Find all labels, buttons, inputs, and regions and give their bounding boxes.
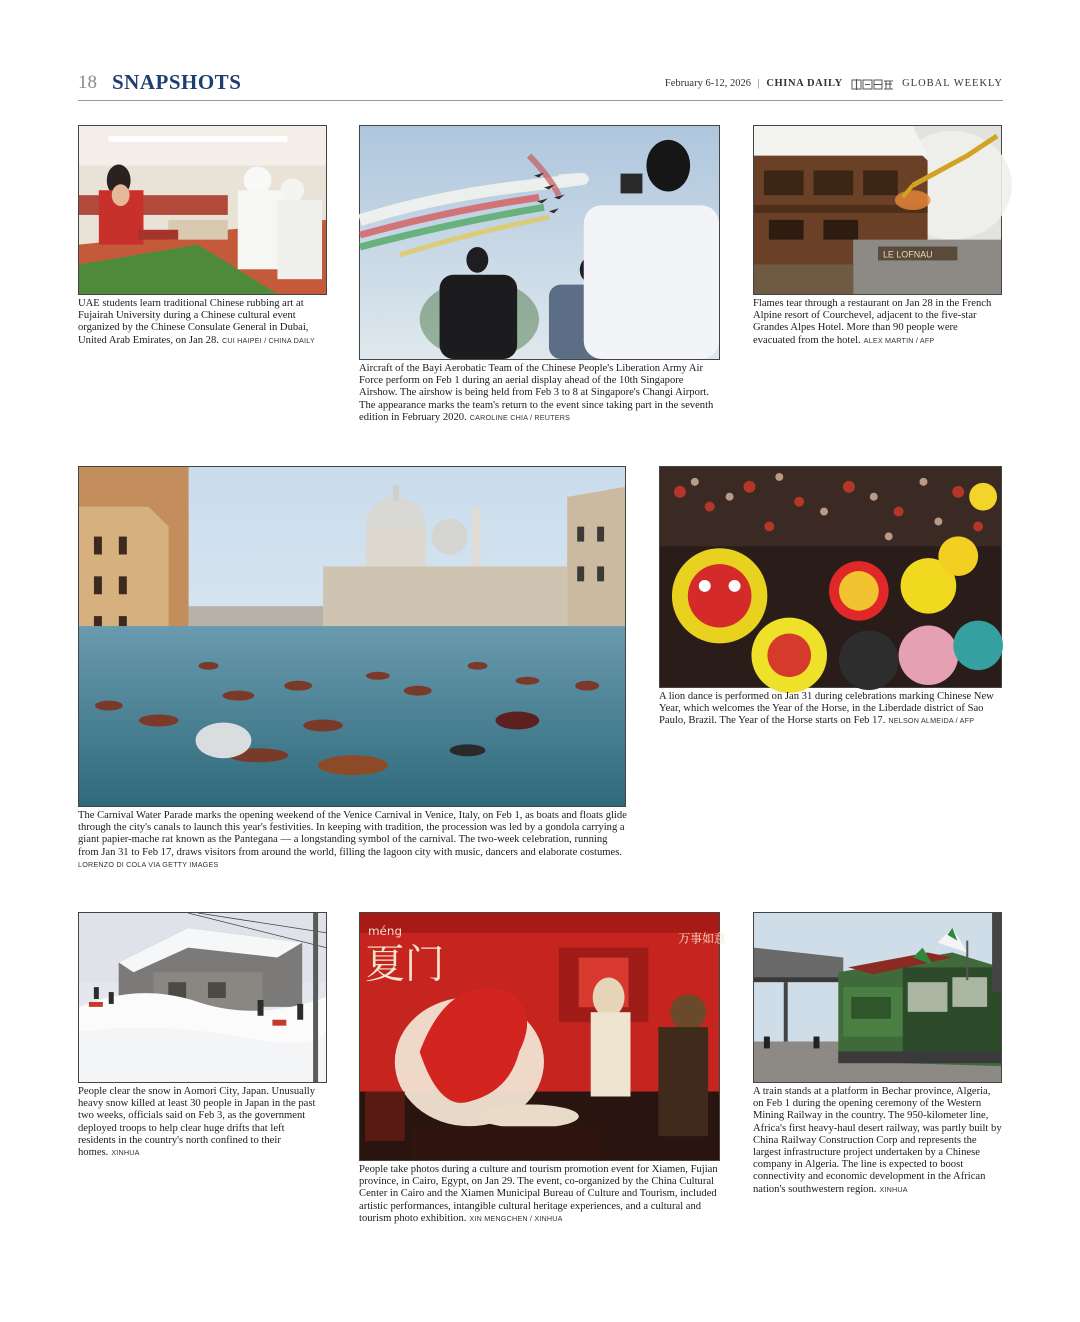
caption-xiamen-cairo [359,1164,721,1225]
photo-credit: XINHUA [879,1184,908,1194]
section-title: SNAPSHOTS [112,70,242,94]
caption-text: Aircraft of the Bayi Aerobatic Team of the Chinese People's Liberation Army Air Force perform on Feb 1 during an aerial display ahead of the 10th Singapore Airshow. The airshow is being held from Feb 3 to 8 at Singapore's Changi Airport. The appearance marks the team's return to the event since taking part in the seventh edition in February 2020. [359,363,714,423]
sign-pinyin: méng [367,923,403,938]
page-number: 18 [78,72,97,93]
edition-name: GLOBAL WEEKLY [902,78,1003,89]
china-daily-logo [852,79,894,90]
photo-venice-carnival [78,466,626,807]
issue-date: February 6-12, 2026 [664,78,751,89]
caption-text: UAE students learn traditional Chinese rubbing art at Fujairah University during a Chinese cultural event organized by the Chinese Consulate General in Dubai, United Arab Emirates, on Jan 28. [78,298,309,346]
photo-credit: ALEX MARTIN / AFP [863,335,935,345]
photo-credit: XIN MENGCHEN / XINHUA [469,1213,563,1223]
photo-xiamen-cairo [359,912,726,1161]
header-separator: | [757,78,760,89]
caption-text: People clear the snow in Aomori City, Japan. Unusually heavy snow killed at least 30 people in Japan in the past two weeks, officials said on Feb 3, as the government deployed troops to help clear huge drifts that left residents in the country's north confined to their homes. [78,1086,316,1159]
caption-text: The Carnival Water Parade marks the opening weekend of the Venice Carnival in Venice, Italy, on Feb 1, as boats and floats glide through the city's canals to launch this year's festivities. In keeping with tradition, the procession was led by a gondola carrying a giant papier-mache rat known as the Pantegana — a longstanding symbol of the carnival. The two-week celebration, running from Jan 31 to Feb 17, draws visitors from around the world, filling the lagoon city with music, dancers and elaborate costumes. [78,810,627,858]
photo-credit: CAROLINE CHIA / REUTERS [469,412,571,422]
caption-text: A train stands at a platform in Bechar province, Algeria, on Feb 1 during the opening ceremony of the Western Mining Railway in the country. The 950-kilometer line, Africa's first heavy-haul desert railway, was partly built by China Railway Construction Corp and represents the largest infrastructure project undertaken by a Chinese company in Algeria. The line is expected to boost connectivity and economic development in the African nation's southwestern region. [753,1086,1002,1195]
restaurant-sign: LE LOFNAU [882,249,933,260]
caption-aomori-snow [78,1086,320,1159]
caption-text: People take photos during a culture and tourism promotion event for Xiamen, Fujian province, in Cairo, Egypt, on Jan 29. The event, co-organized by the China Cultural Center in Cairo and the Xiamen Municipal Bureau of Culture and Tourism, included artistic performances, intangible cultural heritage experiences, and a cultural and tourism photo exhibition. [359,1164,718,1224]
caption-text: A lion dance is performed on Jan 31 during celebrations marking Chinese New Year, which welcomes the Year of the Horse, in the Liberdade district of Sao Paulo, Brazil. The Year of the Horse starts on Feb 17. [659,691,994,727]
sign-city-name: 夏门 [364,941,445,988]
caption-algeria-train [753,1086,1002,1196]
sign-blessing: 万事如意 [678,931,726,946]
photo-algeria-train [753,912,1002,1083]
photo-credit: CUI HAIPEI / CHINA DAILY [221,335,315,345]
photo-courchevel-fire [753,125,1002,295]
caption-courchevel-fire [753,298,999,347]
photo-credit: LORENZO DI COLA VIA GETTY IMAGES [78,859,219,869]
page-header [78,70,1003,101]
caption-airshow [359,363,721,424]
publication-name: CHINA DAILY [766,78,843,89]
caption-uae-students [78,298,318,347]
masthead-info [665,78,1003,89]
photo-aomori-snow [78,912,327,1083]
photo-credit: XINHUA [111,1148,140,1158]
photo-lion-dance [659,466,1002,688]
photo-airshow [359,125,720,360]
caption-text: Flames tear through a restaurant on Jan 28 in the French Alpine resort of Courchevel, adjacent to the five-star Grandes Alpes Hotel. More than 90 people were evacuated from the hotel. [753,298,992,346]
photo-credit: NELSON ALMEIDA / AFP [888,716,975,726]
photo-uae-students [78,125,327,295]
caption-lion-dance [659,691,1004,728]
caption-venice-carnival [78,810,628,871]
